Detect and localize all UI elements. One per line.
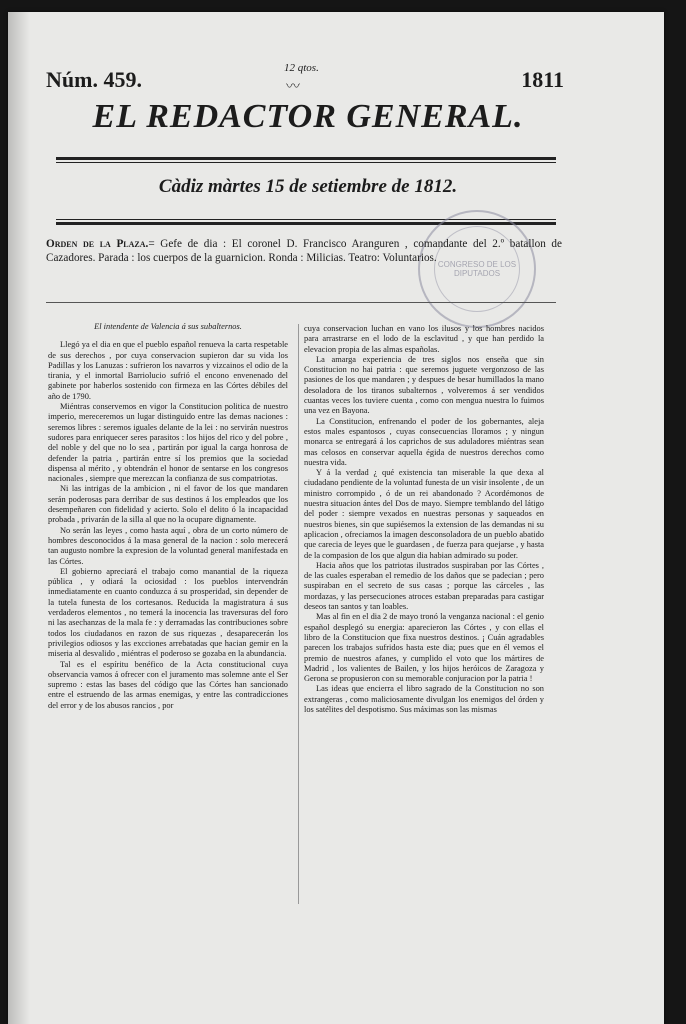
order-text: = Gefe de dia : El coronel D. Francisco Aranguren , comandante del 2.º batallon de Cazadores. Parada : los cuerpos de la guarnicion. Ronda : Milicias. Teatro: Voluntarios. <box>46 238 562 264</box>
flourish-ornament: 〰 <box>286 80 300 95</box>
paragraph: Ni las intrigas de la ambicion , ni el favor de los que mandaren serán poderosas para derribar de sus destinos á los empleados que los desempeñaren con fidelidad y acierto. Solo el delito ó la incapacidad probada , privarán de la silla al que no la ocupare dignamente. <box>48 484 288 525</box>
paragraph: Miéntras conservemos en vigor la Constitucion politica de nuestro imperio, mereceremos un lugar distinguido entre las demas naciones : seremos libres : seremos iguales delante de la lei : no servirán nuestros sudores para enriquecer seres parasitos : los hijos del rico y del pobre , del noble y del que no lo sea , partirán por igual la carga honrosa de defender la patria , partirán entre sí los premios que la sociedad dispensa al mérito , y obtendrán el honor de sentarse en los congresos nacionales , siempre que merezcan la confianza de sus compatriotas. <box>48 402 288 484</box>
article-heading: El intendente de Valencia á sus subalternos. <box>94 322 242 331</box>
issue-number: Núm. 459. <box>46 67 142 92</box>
paragraph: cuya conservacion luchan en vano los ilusos y los hombres nacidos para arrastrarse en el lodo de la esclavitud , y que han perdido la elevacion propia de las almas españolas. <box>304 324 544 354</box>
paragraph: La Constitucion, enfrenando el poder de los gobernantes, aleja estos males espantosos , cuyas consecuencias lloramos ; y ningun monarca se entregará á los caprichos de sus aduladores miéntras sean mas celosos en conservar aquella égida de nuestros derechos como nuestra vida. <box>304 416 544 467</box>
paragraph: Mas al fin en el dia 2 de mayo tronó la venganza nacional : el genio español desplegó su energia: aparecieron las Córtes , y con ellas el libro de la Constitucion que fixa nuestros destinos. ¡ Cuán agradables parecen los trabajos sufridos hasta este dia; pues que en él vemos el premio de nuestros afanes, y cumplido el voto que los mártires de Madrid , los valientes de Bailen, y los hijos heróicos de Zaragoza y Gerona se propusieron con su memorable conjuracion por la patria ! <box>304 612 544 684</box>
paragraph: Y á la verdad ¿ qué existencia tan miserable la que dexa al ciudadano pendiente de la voluntad funesta de un visir insolente , de un ministro corrompido , ó de un rei abandonado ? Acordémonos de nuestra situacion ántes del Dos de mayo. Siempre temblando del látigo del poder : siempre vexados en nuestras personas y saqueados en nuestros bienes, sin que supiésemos la extension de las demandas ni su aplicacion , ofreciamos la imagen desconsoladora de un pueblo abatido que carecia de leyes que le guardasen , de fuerza para quejarse , y hasta de la compasion de los que algun dia habian admirado su poder. <box>304 468 544 560</box>
newspaper-page <box>8 12 664 1024</box>
paragraph: Tal es el espíritu benéfico de la Acta constitucional cuya observancia vamos á ofrecer con el juramento mas solemne ante el Ser supremo : estas las bases del código que las Córtes han sancionado entre el estruendo de las armas enemigas, y entre las contradicciones del error y de los abusos rancios , por <box>48 659 288 710</box>
paragraph: Hacia años que los patriotas ilustrados suspiraban por las Córtes , de las cuales esperaban el remedio de los daños que se padecian ; pero suspiraban en el secreto de sus casas ; porque las cárceles , las mordazas, y las persecuciones atroces estaban preparadas para castigar deseos tan santos y tan loables. <box>304 560 544 612</box>
paragraph: La amarga experiencia de tres siglos nos enseña que sin Constitucion no hai patria : que seremos juguete vergonzoso de las pasiones de los que mandaren ; y despues de besar humillados la mano desoladora de los tiranos subalternos , volveremos á ser vendidos cuantas veces los tuviere cuenta , como con mengua nuestra lo fuimos una vez en Bayona. <box>304 354 544 416</box>
column-divider <box>298 324 299 904</box>
volume-year: 1811 <box>521 67 564 92</box>
paragraph: El gobierno apreciará el trabajo como manantial de la riqueza pública , y odiará la ociosidad : los pueblos intervendrán inmediatamente en cuanto conduzca á su prosperidad, sin depender de la tutela funesta de los cortesanos. Reducida la magistratura á sus verdaderos elementos , no temerá la inocencia las traversuras del foro ni las asechanzas de la mala fe : y derramadas las contribuciones sobre todos los ciudadanos en razon de sus riquezas , desaparecerán los privilegios odiosos y las excciones arrebatadas que hacian gemir en la miseria al desvalido , miéntras el poderoso se gozaba en la abundancia. <box>48 566 288 659</box>
title-rule-thin <box>56 162 556 163</box>
order-lead: Orden de la Plaza. <box>46 238 149 250</box>
price-label: 12 qtos. <box>284 62 319 74</box>
title-rule-thick <box>56 157 556 160</box>
military-order-notice <box>46 238 562 265</box>
library-stamp <box>418 210 536 328</box>
newspaper-title: EL REDACTOR GENERAL. <box>92 98 524 135</box>
section-divider <box>46 302 556 303</box>
paragraph: Llegó ya el dia en que el pueblo español renueva la carta respetable de sus derechos , por cuya conservacion supieron dar su vida los Padillas y los Lanuzas : sufrieron los navarros y vizcainos el odio de la tirania, y el inmortal Barriolucio sufrió el encono envenenado del gabinete por haberlos sostenido con firmeza en las Córtes débiles del año de 1790. <box>48 340 288 401</box>
dateline: Càdiz màrtes 15 de setiembre de 1812. <box>158 176 458 197</box>
paragraph: No serán las leyes , como hasta aquí , obra de un corto número de hombres desconocidos á la masa general de la nacion : solo merecerá tan augusto nombre la expresion de la voluntad general manifestada en las Córtes. <box>48 525 288 566</box>
stamp-text: CONGRESO DE LOS DIPUTADOS <box>437 260 517 278</box>
left-column <box>48 322 288 711</box>
right-column <box>304 324 544 715</box>
paragraph: Las ideas que encierra el libro sagrado de la Constitucion no son extrangeras , como maliciosamente divulgan los enemigos del órden y los satélites del despotismo. Sus máximas son las mismas <box>304 684 544 714</box>
